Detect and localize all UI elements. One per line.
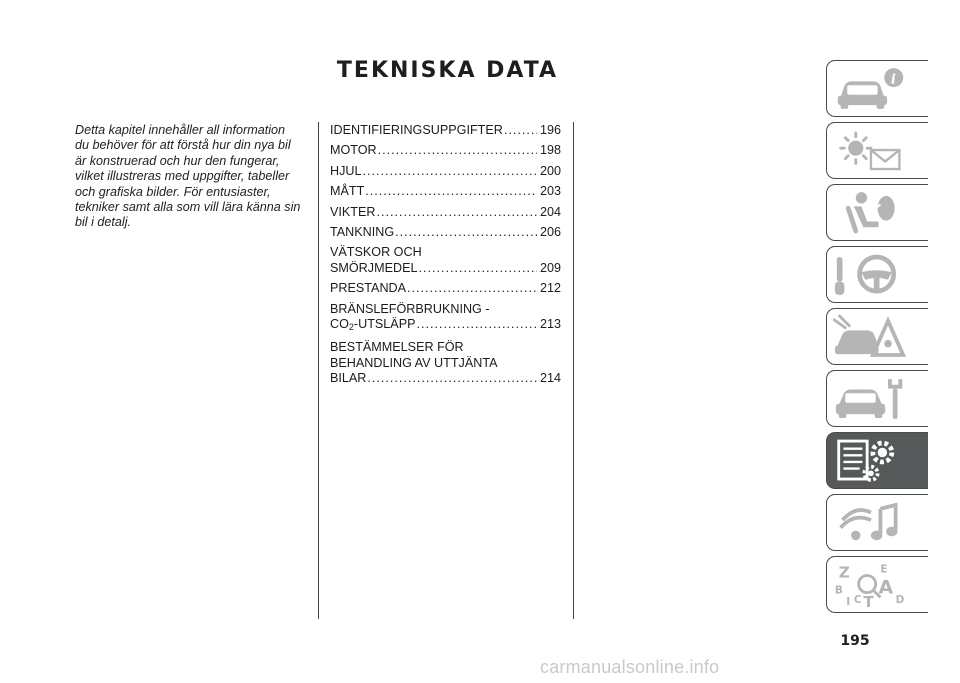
svg-text:E: E — [880, 563, 888, 576]
intro-line: bil i detalj. — [75, 215, 132, 230]
svg-text:C: C — [853, 594, 862, 607]
watermark: carmanualsonline.info — [540, 657, 720, 677]
svg-text:T: T — [863, 592, 874, 609]
toc-dot-leader — [367, 371, 537, 386]
toc-entry-label: MÅTT — [330, 184, 365, 199]
toc-entry[interactable] — [330, 123, 561, 138]
toc-entry[interactable] — [330, 281, 561, 296]
toc-entry-label: VIKTER — [330, 204, 376, 219]
toc-page-number: 209 — [539, 260, 561, 275]
toc-page-number: 214 — [539, 371, 561, 386]
toc-dot-leader — [395, 225, 537, 240]
toc-page-number: 206 — [539, 225, 561, 240]
toc-dot-leader — [407, 281, 537, 296]
toc-dot-leader — [363, 164, 537, 179]
toc-dot-leader — [418, 261, 537, 276]
toc-dot-leader — [417, 317, 537, 332]
toc-entry[interactable] — [330, 340, 561, 386]
toc-page-number: 203 — [539, 184, 561, 199]
page-title: TEKNISKA DATA — [336, 58, 559, 83]
toc-entry[interactable] — [330, 143, 561, 158]
chapter-tab-multimedia[interactable] — [826, 494, 928, 551]
toc-entry-label: IDENTIFIERINGSUPPGIFTER — [330, 123, 503, 137]
chapter-tab-warning-light-message[interactable] — [826, 122, 928, 179]
toc-entry-line: BEHANDLING AV UTTJÄNTA — [330, 355, 498, 370]
toc-label-rest: -UTSLÄPP — [353, 317, 416, 332]
toc-page-number: 200 — [539, 163, 561, 178]
toc-entry[interactable] — [330, 164, 561, 179]
toc-page-number: 213 — [539, 317, 561, 332]
toc-entry[interactable] — [330, 205, 561, 220]
toc-dot-leader — [504, 123, 537, 138]
toc-entry-line: BESTÄMMELSER FÖR — [330, 340, 464, 355]
svg-text:D: D — [895, 594, 905, 607]
toc-page-number: 212 — [539, 281, 561, 296]
intro-line: du behöver för att förstå hur din nya bil — [75, 138, 291, 153]
toc-entry-label: TANKNING — [330, 225, 395, 240]
toc-page-number: 198 — [539, 143, 561, 158]
toc-entry[interactable] — [330, 245, 561, 276]
svg-text:I: I — [846, 595, 851, 608]
intro-text — [75, 123, 307, 231]
column-divider-right — [573, 122, 574, 619]
toc-page-number: 196 — [539, 123, 561, 137]
table-of-contents — [330, 123, 561, 392]
intro-line: och grafiska bilder. För entusiaster, — [75, 184, 271, 199]
chapter-tab-index-letters[interactable] — [826, 556, 928, 613]
chapter-tab-seat-airbag[interactable] — [826, 184, 928, 241]
chapter-tab-accident-warning-triangle[interactable] — [826, 308, 928, 365]
toc-entry-label: PRESTANDA — [330, 281, 407, 296]
toc-page-number: 204 — [539, 204, 561, 219]
svg-text:i: i — [890, 72, 896, 88]
toc-entry-line: BRÄNSLEFÖRBRUKNING - — [330, 301, 490, 316]
toc-entry-label: MOTOR — [330, 143, 377, 158]
page-number: 195 — [840, 633, 870, 649]
toc-dot-leader — [377, 205, 537, 220]
toc-entry-label — [330, 317, 416, 335]
chapter-tab-car-maintenance-tools[interactable] — [826, 370, 928, 427]
toc-entry-label: BILAR — [330, 371, 367, 386]
toc-dot-leader — [365, 184, 537, 199]
intro-line: vilket illustreras med uppgifter, tabeller — [75, 169, 290, 184]
intro-line: tekniker samt alla som vill lära känna sin — [75, 200, 301, 215]
toc-label-subscript: 2 — [348, 322, 354, 333]
chapter-tab-car-info[interactable] — [826, 60, 928, 117]
toc-dot-leader — [378, 143, 537, 158]
chapter-tab-key-steering-wheel[interactable] — [826, 246, 928, 303]
toc-entry-label: HJUL — [330, 163, 362, 178]
toc-entry-label: SMÖRJMEDEL — [330, 260, 418, 275]
svg-text:Z: Z — [838, 563, 850, 582]
toc-entry[interactable] — [330, 225, 561, 240]
toc-entry[interactable] — [330, 302, 561, 336]
chapter-tab-technical-data-gears[interactable] — [826, 432, 928, 489]
column-divider-left — [318, 122, 319, 619]
svg-text:B: B — [834, 584, 843, 597]
toc-entry[interactable] — [330, 184, 561, 199]
toc-label-prefix: CO — [330, 317, 349, 332]
toc-entry-line: VÄTSKOR OCH — [330, 245, 422, 260]
intro-line: Detta kapitel innehåller all information — [75, 123, 286, 137]
svg-text:A: A — [878, 576, 894, 599]
intro-line: är konstruerad och hur den fungerar, — [75, 153, 280, 168]
